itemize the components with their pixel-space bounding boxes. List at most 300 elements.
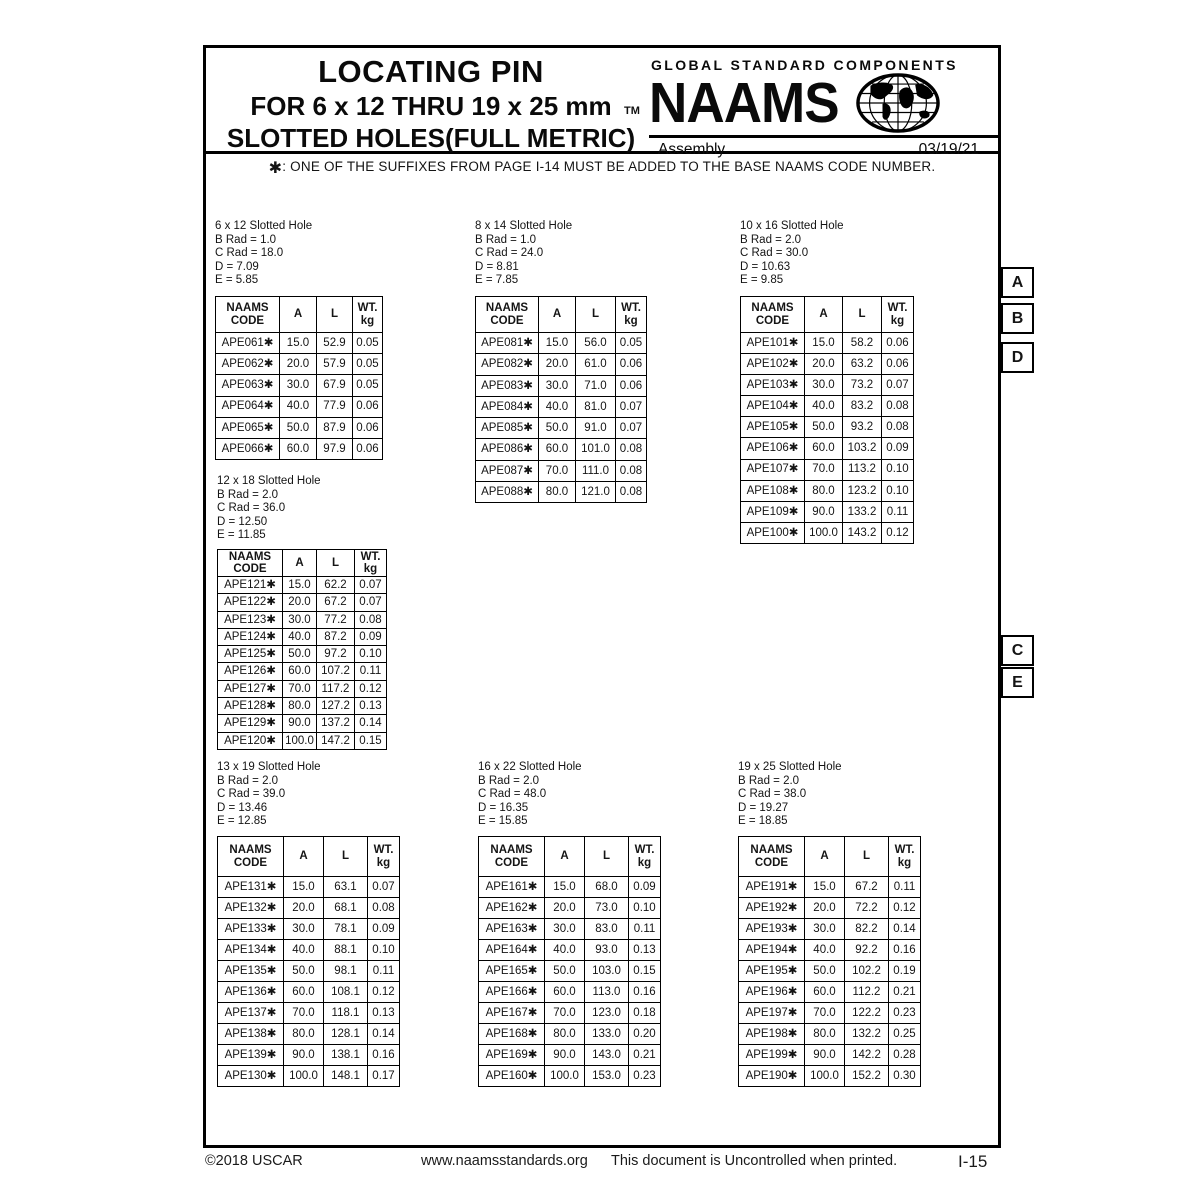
l-cell: 82.2 — [845, 919, 889, 940]
column-header: WT. kg — [353, 297, 383, 333]
a-cell: 50.0 — [545, 961, 585, 982]
table-row — [476, 333, 647, 354]
table-row — [739, 1045, 921, 1066]
l-cell: 58.2 — [843, 333, 882, 354]
wt-cell: 0.08 — [882, 417, 914, 438]
wt-cell: 0.09 — [882, 438, 914, 459]
column-header: A — [283, 550, 317, 577]
l-cell: 52.9 — [317, 333, 353, 354]
a-cell: 30.0 — [280, 375, 317, 396]
naams-code-cell: APE134✱ — [218, 940, 284, 961]
naams-code-cell: APE136✱ — [218, 982, 284, 1003]
naams-code-cell: APE107✱ — [741, 459, 805, 480]
naams-code-cell: APE199✱ — [739, 1045, 805, 1066]
a-cell: 40.0 — [284, 940, 324, 961]
wt-cell: 0.08 — [368, 898, 400, 919]
title-line-2: FOR 6 x 12 THRU 19 x 25 mm — [250, 91, 612, 121]
table-row — [479, 961, 661, 982]
division-label: Assembly — [658, 141, 726, 158]
table-row — [218, 961, 400, 982]
column-header: NAAMS CODE — [218, 837, 284, 877]
data-table-8x14 — [475, 296, 647, 503]
table-row — [479, 1066, 661, 1087]
l-cell: 77.2 — [317, 611, 355, 628]
wt-cell: 0.09 — [355, 628, 387, 645]
naams-wordmark: NAAMS — [649, 71, 839, 135]
column-header: A — [284, 837, 324, 877]
wt-cell: 0.10 — [882, 480, 914, 501]
spec-line: E = 12.85 — [217, 815, 267, 828]
column-header: L — [317, 297, 353, 333]
spec-block-19x25 — [738, 761, 842, 829]
table-row — [476, 482, 647, 503]
column-header: L — [845, 837, 889, 877]
spec-block-16x22 — [478, 761, 582, 829]
table-row — [741, 417, 914, 438]
wt-cell: 0.08 — [355, 611, 387, 628]
naams-code-cell: APE128✱ — [218, 698, 283, 715]
naams-code-cell: APE195✱ — [739, 961, 805, 982]
naams-code-cell: APE166✱ — [479, 982, 545, 1003]
table-row — [739, 898, 921, 919]
suffix-note — [206, 158, 998, 178]
side-tab-e: E — [1001, 667, 1034, 698]
spec-line: C Rad = 38.0 — [738, 788, 807, 801]
l-cell: 107.2 — [317, 663, 355, 680]
page-title — [211, 53, 651, 154]
naams-code-cell: APE082✱ — [476, 354, 539, 375]
wt-cell: 0.14 — [368, 1024, 400, 1045]
l-cell: 68.1 — [324, 898, 368, 919]
hole-panel-12x18 — [217, 475, 382, 747]
column-header: NAAMS CODE — [479, 837, 545, 877]
a-cell: 20.0 — [805, 898, 845, 919]
l-cell: 67.9 — [317, 375, 353, 396]
l-cell: 57.9 — [317, 354, 353, 375]
wt-cell: 0.10 — [882, 459, 914, 480]
table-row — [476, 439, 647, 460]
l-cell: 133.0 — [585, 1024, 629, 1045]
a-cell: 30.0 — [539, 375, 576, 396]
a-cell: 20.0 — [283, 594, 317, 611]
naams-code-cell: APE087✱ — [476, 460, 539, 481]
side-tab-c: C — [1001, 635, 1034, 666]
table-row — [218, 611, 387, 628]
a-cell: 70.0 — [805, 459, 843, 480]
a-cell: 80.0 — [284, 1024, 324, 1045]
table-row — [216, 333, 383, 354]
uncontrolled-notice: This document is Uncontrolled when printed. — [611, 1153, 898, 1169]
naams-code-cell: APE139✱ — [218, 1045, 284, 1066]
wt-cell: 0.05 — [353, 375, 383, 396]
naams-code-cell: APE129✱ — [218, 715, 283, 732]
spec-line: D = 8.81 — [475, 260, 519, 273]
l-cell: 142.2 — [845, 1045, 889, 1066]
column-header: A — [539, 297, 576, 333]
spec-line: E = 5.85 — [215, 274, 259, 287]
website-text: www.naamsstandards.org — [421, 1153, 588, 1169]
spec-line: D = 13.46 — [217, 801, 268, 814]
wt-cell: 0.10 — [368, 940, 400, 961]
column-header: NAAMS CODE — [218, 550, 283, 577]
l-cell: 102.2 — [845, 961, 889, 982]
wt-cell: 0.06 — [353, 396, 383, 417]
table-row — [216, 417, 383, 438]
a-cell: 100.0 — [545, 1066, 585, 1087]
l-cell: 67.2 — [845, 877, 889, 898]
table-row — [476, 396, 647, 417]
naams-code-cell: APE168✱ — [479, 1024, 545, 1045]
table-row — [741, 522, 914, 543]
suffix-note-text: : ONE OF THE SUFFIXES FROM PAGE I-14 MUST BE ADDED TO THE BASE NAAMS CODE NUMBER. — [282, 159, 936, 174]
naams-code-cell: APE190✱ — [739, 1066, 805, 1087]
wt-cell: 0.10 — [629, 898, 661, 919]
column-header: WT. kg — [889, 837, 921, 877]
naams-logo-block — [649, 48, 1001, 159]
naams-code-cell: APE160✱ — [479, 1066, 545, 1087]
column-header: A — [805, 297, 843, 333]
table-row — [741, 354, 914, 375]
l-cell: 108.1 — [324, 982, 368, 1003]
hole-panel-8x14 — [475, 220, 643, 499]
l-cell: 73.2 — [843, 375, 882, 396]
table-row — [739, 877, 921, 898]
spec-title: 12 x 18 Slotted Hole — [217, 475, 321, 487]
wt-cell: 0.10 — [355, 646, 387, 663]
spec-title: 6 x 12 Slotted Hole — [215, 220, 313, 232]
wt-cell: 0.16 — [629, 982, 661, 1003]
a-cell: 70.0 — [284, 1003, 324, 1024]
spec-line: E = 18.85 — [738, 815, 788, 828]
column-header: WT. kg — [616, 297, 647, 333]
naams-code-cell: APE081✱ — [476, 333, 539, 354]
wt-cell: 0.06 — [882, 333, 914, 354]
wt-cell: 0.11 — [629, 919, 661, 940]
wt-cell: 0.28 — [889, 1045, 921, 1066]
a-cell: 20.0 — [805, 354, 843, 375]
wt-cell: 0.14 — [889, 919, 921, 940]
l-cell: 67.2 — [317, 594, 355, 611]
wt-cell: 0.12 — [355, 680, 387, 697]
wt-cell: 0.25 — [889, 1024, 921, 1045]
naams-code-cell: APE121✱ — [218, 577, 283, 594]
table-row — [218, 698, 387, 715]
spec-title: 19 x 25 Slotted Hole — [738, 761, 842, 773]
a-cell: 15.0 — [805, 333, 843, 354]
trademark-symbol: TM — [624, 105, 640, 117]
l-cell: 132.2 — [845, 1024, 889, 1045]
table-row — [476, 418, 647, 439]
naams-code-cell: APE164✱ — [479, 940, 545, 961]
l-cell: 111.0 — [576, 460, 616, 481]
naams-code-cell: APE083✱ — [476, 375, 539, 396]
wt-cell: 0.16 — [889, 940, 921, 961]
a-cell: 50.0 — [280, 417, 317, 438]
l-cell: 77.9 — [317, 396, 353, 417]
table-row — [476, 375, 647, 396]
spec-line: C Rad = 48.0 — [478, 788, 547, 801]
wt-cell: 0.07 — [616, 396, 647, 417]
column-header: L — [576, 297, 616, 333]
wt-cell: 0.23 — [629, 1066, 661, 1087]
table-row — [739, 982, 921, 1003]
brand-row — [649, 71, 1001, 135]
l-cell: 112.2 — [845, 982, 889, 1003]
a-cell: 50.0 — [539, 418, 576, 439]
table-row — [218, 663, 387, 680]
a-cell: 20.0 — [545, 898, 585, 919]
spec-title: 16 x 22 Slotted Hole — [478, 761, 582, 773]
naams-code-cell: APE167✱ — [479, 1003, 545, 1024]
a-cell: 70.0 — [545, 1003, 585, 1024]
a-cell: 80.0 — [539, 482, 576, 503]
l-cell: 101.0 — [576, 439, 616, 460]
l-cell: 73.0 — [585, 898, 629, 919]
column-header: NAAMS CODE — [739, 837, 805, 877]
l-cell: 153.0 — [585, 1066, 629, 1087]
logo-subline — [649, 138, 1001, 159]
spec-line: B Rad = 2.0 — [217, 774, 279, 787]
l-cell: 63.1 — [324, 877, 368, 898]
table-row — [218, 919, 400, 940]
column-header: WT. kg — [368, 837, 400, 877]
a-cell: 90.0 — [805, 1045, 845, 1066]
column-header: WT. kg — [629, 837, 661, 877]
a-cell: 40.0 — [805, 396, 843, 417]
table-row — [741, 438, 914, 459]
a-cell: 80.0 — [805, 1024, 845, 1045]
wt-cell: 0.06 — [616, 354, 647, 375]
table-row — [479, 877, 661, 898]
a-cell: 90.0 — [545, 1045, 585, 1066]
wt-cell: 0.12 — [368, 982, 400, 1003]
l-cell: 93.2 — [843, 417, 882, 438]
naams-code-cell: APE120✱ — [218, 732, 283, 749]
table-row — [218, 1003, 400, 1024]
spec-line: B Rad = 1.0 — [215, 233, 277, 246]
spec-line: E = 9.85 — [740, 274, 784, 287]
wt-cell: 0.11 — [368, 961, 400, 982]
spec-line: C Rad = 24.0 — [475, 247, 544, 260]
l-cell: 97.2 — [317, 646, 355, 663]
page-number: I-15 — [958, 1152, 988, 1171]
table-row — [218, 1024, 400, 1045]
column-header: A — [280, 297, 317, 333]
naams-code-cell: APE163✱ — [479, 919, 545, 940]
naams-code-cell: APE122✱ — [218, 594, 283, 611]
wt-cell: 0.07 — [616, 418, 647, 439]
naams-code-cell: APE135✱ — [218, 961, 284, 982]
a-cell: 40.0 — [539, 396, 576, 417]
a-cell: 60.0 — [284, 982, 324, 1003]
wt-cell: 0.13 — [355, 698, 387, 715]
naams-code-cell: APE196✱ — [739, 982, 805, 1003]
naams-code-cell: APE191✱ — [739, 877, 805, 898]
a-cell: 100.0 — [805, 1066, 845, 1087]
wt-cell: 0.08 — [882, 396, 914, 417]
a-cell: 60.0 — [805, 438, 843, 459]
hole-panel-16x22 — [478, 761, 656, 1082]
header — [206, 48, 998, 158]
l-cell: 68.0 — [585, 877, 629, 898]
table-row — [739, 1003, 921, 1024]
spec-line: D = 19.27 — [738, 801, 789, 814]
table-row — [479, 1003, 661, 1024]
naams-code-cell: APE104✱ — [741, 396, 805, 417]
table-row — [741, 333, 914, 354]
table-row — [741, 396, 914, 417]
l-cell: 113.0 — [585, 982, 629, 1003]
naams-code-cell: APE194✱ — [739, 940, 805, 961]
a-cell: 70.0 — [805, 1003, 845, 1024]
wt-cell: 0.14 — [355, 715, 387, 732]
table-row — [479, 898, 661, 919]
wt-cell: 0.20 — [629, 1024, 661, 1045]
revision-date: 03/19/21 — [918, 141, 979, 158]
table-row — [216, 396, 383, 417]
table-row — [741, 480, 914, 501]
hole-panel-10x16 — [740, 220, 909, 539]
a-cell: 40.0 — [283, 628, 317, 645]
a-cell: 80.0 — [805, 480, 843, 501]
hole-panel-13x19 — [217, 761, 395, 1082]
a-cell: 30.0 — [805, 375, 843, 396]
table-row — [218, 940, 400, 961]
wt-cell: 0.06 — [882, 354, 914, 375]
column-header: WT. kg — [355, 550, 387, 577]
spec-line: D = 7.09 — [215, 260, 259, 273]
l-cell: 113.2 — [843, 459, 882, 480]
a-cell: 15.0 — [539, 333, 576, 354]
wt-cell: 0.15 — [355, 732, 387, 749]
l-cell: 137.2 — [317, 715, 355, 732]
table-row — [739, 1024, 921, 1045]
naams-code-cell: APE109✱ — [741, 501, 805, 522]
table-row — [739, 940, 921, 961]
table-row — [218, 646, 387, 663]
wt-cell: 0.16 — [368, 1045, 400, 1066]
table-row — [479, 1045, 661, 1066]
spec-line: D = 12.50 — [217, 515, 268, 528]
a-cell: 15.0 — [545, 877, 585, 898]
a-cell: 90.0 — [284, 1045, 324, 1066]
spec-line: B Rad = 2.0 — [738, 774, 800, 787]
data-table-13x19 — [217, 836, 400, 1087]
data-table-16x22 — [478, 836, 661, 1087]
spec-line: C Rad = 36.0 — [217, 502, 286, 515]
side-tab-b: B — [1001, 303, 1034, 334]
a-cell: 70.0 — [539, 460, 576, 481]
a-cell: 50.0 — [805, 961, 845, 982]
l-cell: 138.1 — [324, 1045, 368, 1066]
l-cell: 121.0 — [576, 482, 616, 503]
naams-code-cell: APE165✱ — [479, 961, 545, 982]
l-cell: 133.2 — [843, 501, 882, 522]
a-cell: 60.0 — [539, 439, 576, 460]
table-row — [476, 460, 647, 481]
column-header: L — [843, 297, 882, 333]
l-cell: 83.0 — [585, 919, 629, 940]
wt-cell: 0.05 — [353, 354, 383, 375]
l-cell: 71.0 — [576, 375, 616, 396]
l-cell: 98.1 — [324, 961, 368, 982]
a-cell: 15.0 — [284, 877, 324, 898]
l-cell: 81.0 — [576, 396, 616, 417]
table-row — [218, 1066, 400, 1087]
l-cell: 143.2 — [843, 522, 882, 543]
side-tab-d: D — [1001, 342, 1034, 373]
a-cell: 15.0 — [283, 577, 317, 594]
spec-title: 10 x 16 Slotted Hole — [740, 220, 844, 232]
naams-code-cell: APE133✱ — [218, 919, 284, 940]
wt-cell: 0.18 — [629, 1003, 661, 1024]
spec-title: 8 x 14 Slotted Hole — [475, 220, 573, 232]
naams-code-cell: APE108✱ — [741, 480, 805, 501]
title-line-3: SLOTTED HOLES(FULL METRIC) — [226, 123, 636, 153]
wt-cell: 0.11 — [355, 663, 387, 680]
l-cell: 117.2 — [317, 680, 355, 697]
naams-code-cell: APE127✱ — [218, 680, 283, 697]
a-cell: 40.0 — [280, 396, 317, 417]
wt-cell: 0.07 — [368, 877, 400, 898]
naams-code-cell: APE123✱ — [218, 611, 283, 628]
a-cell: 90.0 — [805, 501, 843, 522]
a-cell: 30.0 — [283, 611, 317, 628]
spec-line: E = 7.85 — [475, 274, 519, 287]
l-cell: 88.1 — [324, 940, 368, 961]
table-row — [216, 438, 383, 459]
a-cell: 50.0 — [283, 646, 317, 663]
table-row — [479, 1024, 661, 1045]
naams-code-cell: APE162✱ — [479, 898, 545, 919]
a-cell: 90.0 — [283, 715, 317, 732]
table-row — [739, 961, 921, 982]
a-cell: 60.0 — [545, 982, 585, 1003]
table-row — [216, 375, 383, 396]
wt-cell: 0.30 — [889, 1066, 921, 1087]
title-line-1: LOCATING PIN — [318, 54, 544, 89]
wt-cell: 0.09 — [368, 919, 400, 940]
a-cell: 30.0 — [545, 919, 585, 940]
wt-cell: 0.08 — [616, 439, 647, 460]
wt-cell: 0.08 — [616, 482, 647, 503]
wt-cell: 0.12 — [882, 522, 914, 543]
a-cell: 20.0 — [539, 354, 576, 375]
table-row — [218, 877, 400, 898]
hole-panel-6x12 — [215, 220, 379, 455]
a-cell: 100.0 — [283, 732, 317, 749]
column-header: NAAMS CODE — [216, 297, 280, 333]
naams-code-cell: APE065✱ — [216, 417, 280, 438]
table-row — [218, 732, 387, 749]
naams-code-cell: APE085✱ — [476, 418, 539, 439]
naams-code-cell: APE169✱ — [479, 1045, 545, 1066]
l-cell: 103.2 — [843, 438, 882, 459]
spec-title: 13 x 19 Slotted Hole — [217, 761, 321, 773]
table-row — [218, 628, 387, 645]
l-cell: 97.9 — [317, 438, 353, 459]
wt-cell: 0.19 — [889, 961, 921, 982]
data-table-10x16 — [740, 296, 914, 544]
a-cell: 60.0 — [280, 438, 317, 459]
wt-cell: 0.13 — [629, 940, 661, 961]
wt-cell: 0.07 — [882, 375, 914, 396]
naams-code-cell: APE061✱ — [216, 333, 280, 354]
naams-code-cell: APE084✱ — [476, 396, 539, 417]
wt-cell: 0.17 — [368, 1066, 400, 1087]
table-row — [218, 898, 400, 919]
l-cell: 103.0 — [585, 961, 629, 982]
